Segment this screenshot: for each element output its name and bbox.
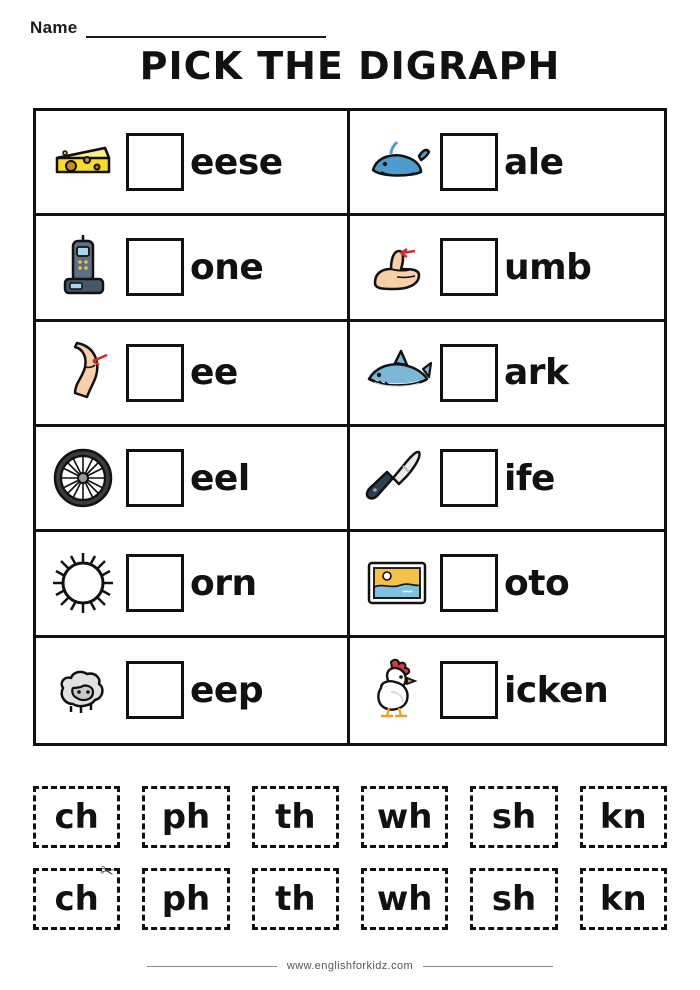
word-ending: ife [504,457,555,499]
table-cell [36,111,350,216]
digraph-tile-label: th [275,797,316,837]
answer-box[interactable] [126,554,184,612]
digraph-tile-label: ch [54,879,99,919]
answer-box[interactable] [126,238,184,296]
whale-icon [360,125,434,199]
table-cell [36,532,350,637]
answer-box[interactable] [440,449,498,507]
digraph-tile[interactable] [361,786,448,848]
thumb-icon [360,230,434,304]
digraph-tile-label: ph [161,797,211,837]
word-ending: icken [504,669,609,711]
word-ending: eel [190,457,250,499]
word-ending: ark [504,352,569,394]
answer-box[interactable] [440,344,498,402]
answer-box[interactable] [440,554,498,612]
cheese-icon [46,125,120,199]
digraph-tile-label: wh [376,879,433,919]
answer-box[interactable] [440,238,498,296]
table-cell [350,427,664,532]
digraph-tile[interactable] [580,868,667,930]
phone-icon [46,230,120,304]
answer-box[interactable] [126,344,184,402]
word-ending: umb [504,246,592,288]
table-cell [350,322,664,427]
wheel-icon [46,441,120,515]
name-label: Name [30,18,78,37]
photo-icon [360,546,434,620]
answer-box[interactable] [126,661,184,719]
digraph-tile[interactable] [142,786,229,848]
word-ending: eep [190,669,264,711]
shark-icon [360,336,434,410]
digraph-table [33,108,667,746]
footer-url: www.englishforkidz.com [286,960,414,972]
word-ending: one [190,246,264,288]
table-cell [350,216,664,321]
answer-box[interactable] [440,661,498,719]
word-ending: eese [190,141,283,183]
digraph-tile-label: ph [161,879,211,919]
digraph-tile-label: th [275,879,316,919]
digraph-tile[interactable] [470,786,557,848]
digraph-tile-label: sh [491,879,537,919]
name-write-line[interactable] [86,22,326,38]
scissors-icon: ✂ [98,860,117,883]
digraph-tile-label: kn [599,879,647,919]
footer-rule-left [147,966,277,967]
footer [0,960,700,972]
digraph-tile[interactable] [142,868,229,930]
answer-box[interactable] [126,449,184,507]
table-cell [350,638,664,743]
table-cell [350,111,664,216]
digraph-tile[interactable] [33,786,120,848]
knife-icon [360,441,434,515]
digraph-tile-label: sh [491,797,537,837]
digraph-tile[interactable] [252,786,339,848]
digraph-tile-label: kn [599,797,647,837]
digraph-tile[interactable] [252,868,339,930]
answer-box[interactable] [126,133,184,191]
digraph-tile[interactable] [470,868,557,930]
thorn-icon [46,546,120,620]
word-ending: orn [190,562,257,604]
word-ending: ale [504,141,564,183]
name-row [30,18,326,38]
answer-box[interactable] [440,133,498,191]
digraph-tile[interactable] [580,786,667,848]
table-cell [36,638,350,743]
sheep-icon [46,653,120,727]
digraph-tile[interactable] [361,868,448,930]
digraph-tile-label: ch [54,797,99,837]
chicken-icon [360,653,434,727]
knee-icon [46,336,120,410]
table-cell [36,216,350,321]
word-ending: ee [190,352,238,394]
table-cell [36,427,350,532]
table-cell [36,322,350,427]
digraph-tile-label: wh [376,797,433,837]
page-title: PICK THE DIGRAPH [139,44,561,88]
digraph-tiles [33,786,667,930]
word-ending: oto [504,562,570,604]
footer-rule-right [423,966,553,967]
table-cell [350,532,664,637]
